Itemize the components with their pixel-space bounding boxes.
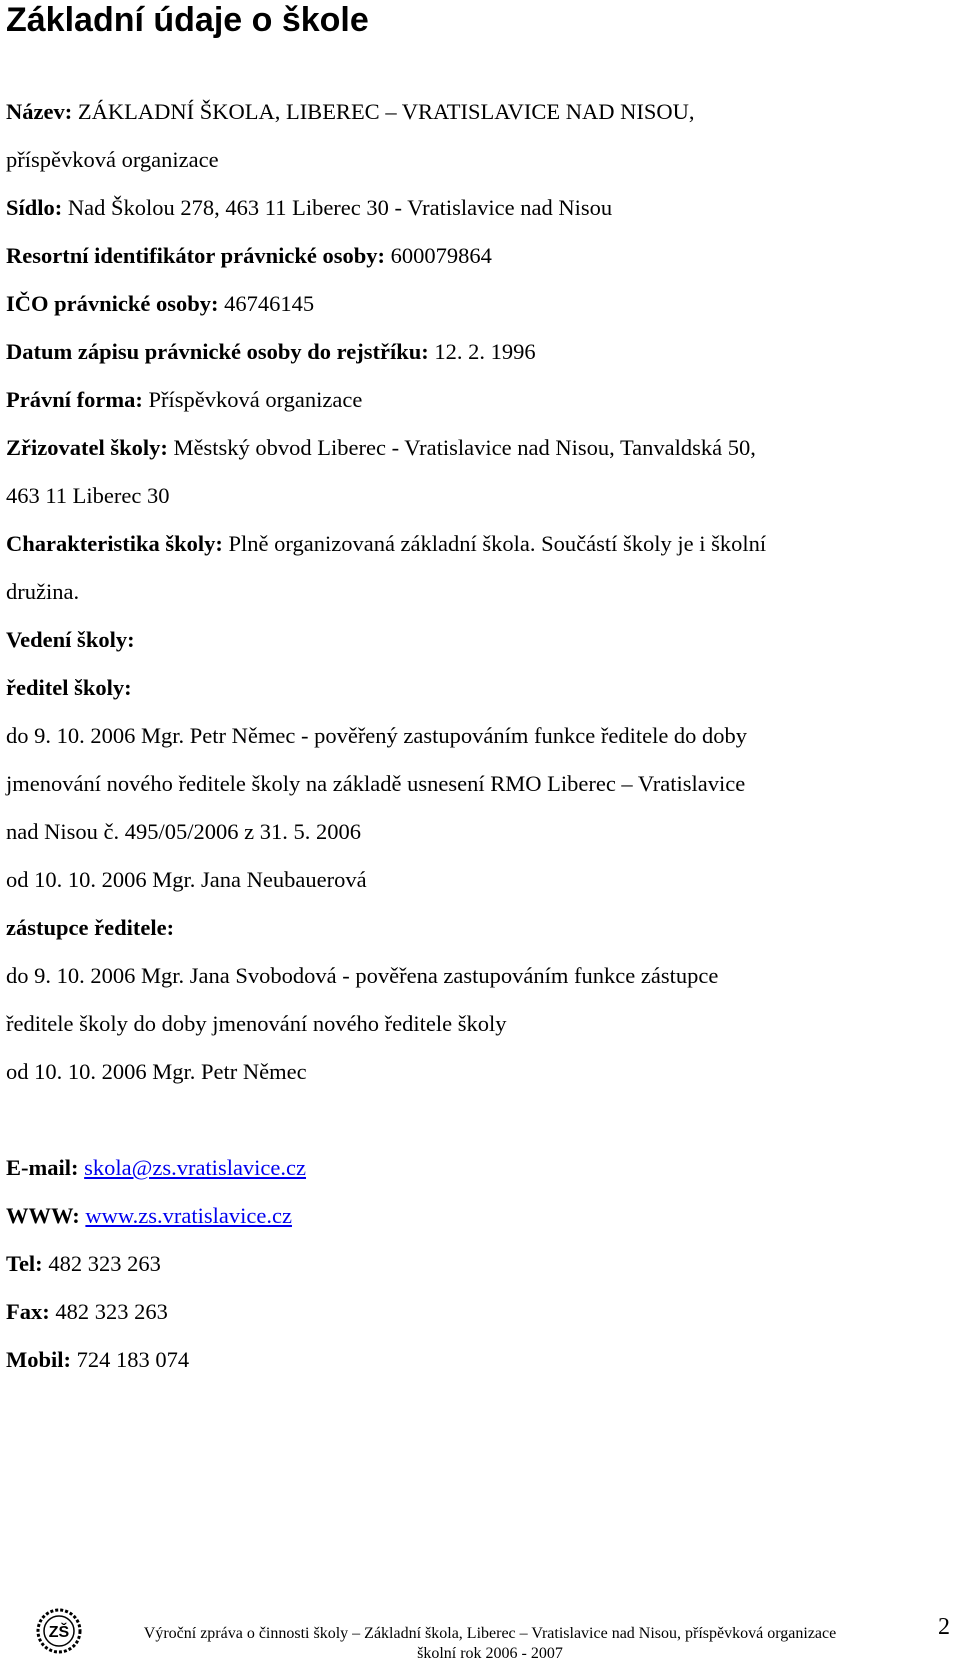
tel-value: 482 323 263: [48, 1251, 161, 1276]
nazev-label: Název:: [6, 99, 73, 124]
zastupce-line: ředitele školy do doby jmenování nového ředitele školy: [6, 1011, 507, 1036]
resortni-value: 600079864: [390, 243, 492, 268]
reditel-line: do 9. 10. 2006 Mgr. Petr Němec - pověřený zastupováním funkce ředitele do doby: [6, 723, 748, 748]
page-footer: [0, 1598, 960, 1679]
pravni-forma-value: Příspěvková organizace: [148, 387, 363, 412]
nazev-value: ZÁKLADNÍ ŠKOLA, LIBEREC – VRATISLAVICE NAD NISOU,: [77, 99, 695, 124]
school-info: [6, 88, 951, 1384]
resortni-label: Resortní identifikátor právnické osoby:: [6, 243, 385, 268]
zrizovatel-value: Městský obvod Liberec - Vratislavice nad Nisou, Tanvaldská 50,: [173, 435, 756, 460]
zastupce-line: od 10. 10. 2006 Mgr. Petr Němec: [6, 1059, 307, 1084]
school-logo-icon: [36, 1608, 82, 1654]
tel-label: Tel:: [6, 1251, 43, 1276]
fax-label: Fax:: [6, 1299, 50, 1324]
charakteristika-value-continued: družina.: [6, 579, 80, 604]
reditel-line: jmenování nového ředitele školy na základě usnesení RMO Liberec – Vratislavice: [6, 771, 746, 796]
datum-row: [6, 328, 951, 376]
nazev-row: [6, 88, 951, 136]
mobil-value: 724 183 074: [76, 1347, 190, 1372]
reditel-line: nad Nisou č. 495/05/2006 z 31. 5. 2006: [6, 819, 361, 844]
zastupce-heading: zástupce ředitele:: [6, 915, 175, 940]
tel-row: [6, 1240, 951, 1288]
charakteristika-value: Plně organizovaná základní škola. Součástí školy je i školní: [228, 531, 767, 556]
ico-row: [6, 280, 951, 328]
email-label: E-mail:: [6, 1155, 79, 1180]
zrizovatel-value-continued: 463 11 Liberec 30: [6, 483, 170, 508]
zastupce-line: do 9. 10. 2006 Mgr. Jana Svobodová - pověřena zastupováním funkce zástupce: [6, 963, 719, 988]
pravni-forma-row: [6, 376, 951, 424]
reditel-line: od 10. 10. 2006 Mgr. Jana Neubauerová: [6, 867, 367, 892]
pravni-forma-label: Právní forma:: [6, 387, 143, 412]
footer-line-2: školní rok 2006 - 2007: [417, 1645, 563, 1662]
ico-label: IČO právnické osoby:: [6, 291, 219, 316]
ico-value: 46746145: [224, 291, 315, 316]
nazev-value-continued: příspěvková organizace: [6, 147, 219, 172]
footer-line-1: Výroční zpráva o činnosti školy – Základní škola, Liberec – Vratislavice nad Nisou, příspěvková organizace: [143, 1625, 837, 1642]
sidlo-label: Sídlo:: [6, 195, 63, 220]
zrizovatel-row: [6, 424, 951, 472]
logo-text: ZŠ: [48, 1624, 70, 1641]
www-label: WWW:: [6, 1203, 80, 1228]
mobil-label: Mobil:: [6, 1347, 71, 1372]
sidlo-value: Nad Školou 278, 463 11 Liberec 30 - Vratislavice nad Nisou: [67, 195, 613, 220]
www-row: [6, 1192, 951, 1240]
email-link[interactable]: skola@zs.vratislavice.cz: [84, 1155, 307, 1180]
fax-value: 482 323 263: [55, 1299, 168, 1324]
fax-row: [6, 1288, 951, 1336]
spacer: [6, 1096, 951, 1144]
page-number: 2: [938, 1614, 950, 1640]
charakteristika-row: [6, 520, 951, 568]
resortni-row: [6, 232, 951, 280]
vedeni-heading: Vedení školy:: [6, 627, 135, 652]
sidlo-row: [6, 184, 951, 232]
email-row: [6, 1144, 951, 1192]
mobil-row: [6, 1336, 951, 1384]
charakteristika-label: Charakteristika školy:: [6, 531, 223, 556]
page-title: Základní údaje o škole: [6, 1, 369, 39]
website-link[interactable]: www.zs.vratislavice.cz: [85, 1203, 292, 1228]
footer-text: [80, 1624, 900, 1664]
zrizovatel-label: Zřizovatel školy:: [6, 435, 168, 460]
datum-value: 12. 2. 1996: [434, 339, 536, 364]
datum-label: Datum zápisu právnické osoby do rejstříku:: [6, 339, 429, 364]
reditel-heading: ředitel školy:: [6, 675, 132, 700]
